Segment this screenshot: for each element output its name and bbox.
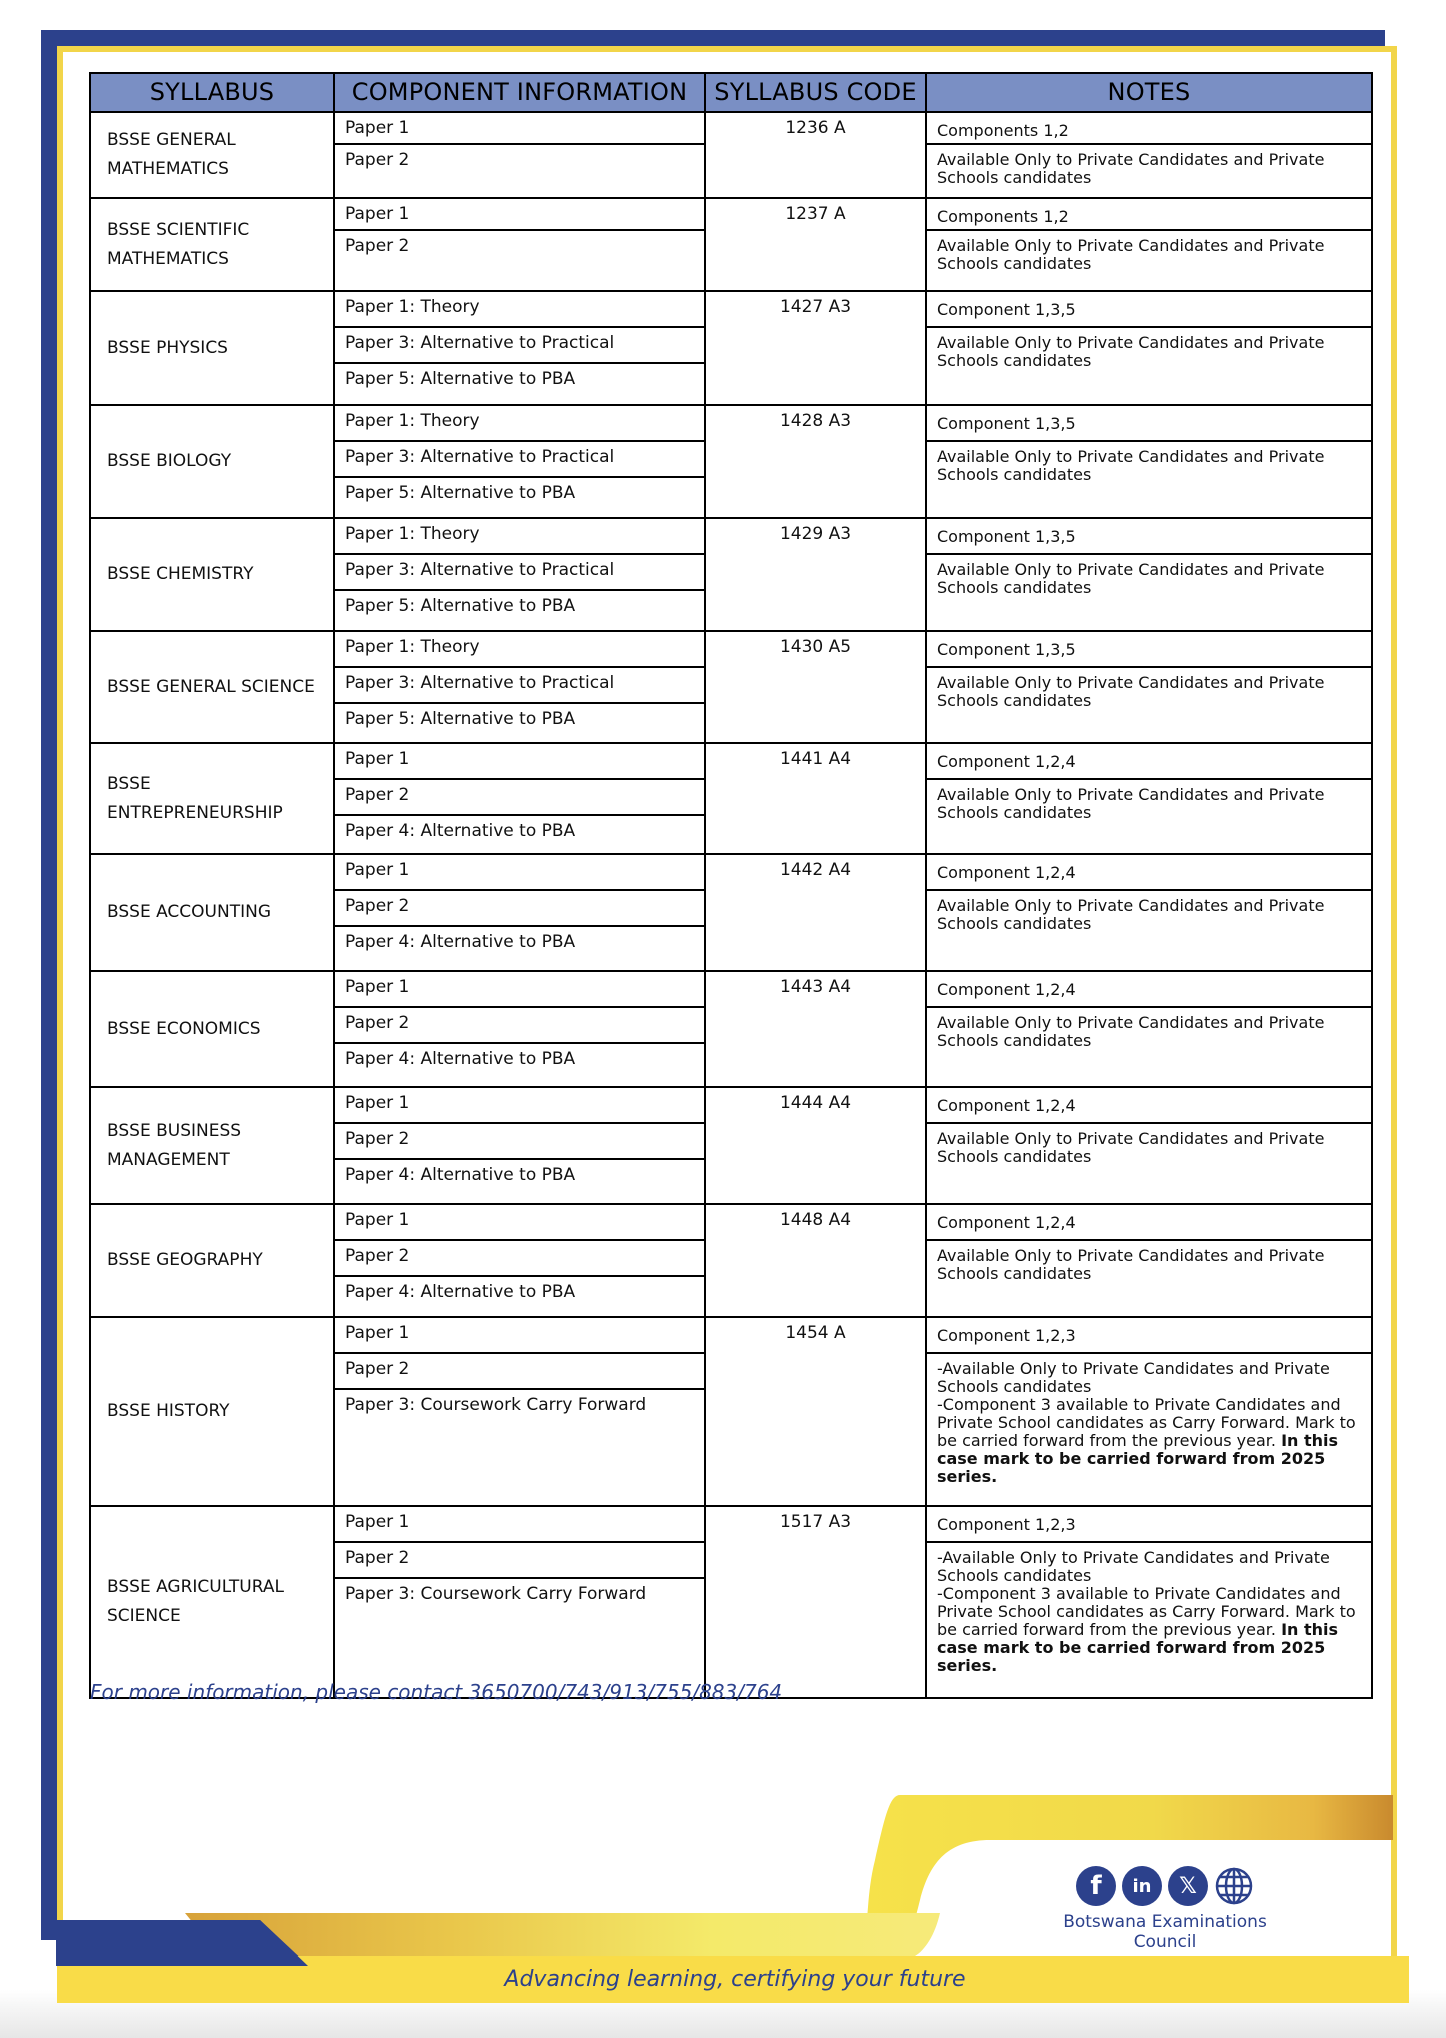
component-item: Paper 2 — [335, 1008, 704, 1044]
x-icon[interactable]: 𝕏 — [1168, 1866, 1208, 1906]
component-item: Paper 3: Alternative to Practical — [335, 668, 704, 704]
note-text: Available Only to Private Candidates and Private Schools candidates — [937, 447, 1325, 484]
syllabus-code: 1429 A3 — [705, 518, 926, 631]
syllabus-name: BSSE ACCOUNTING — [90, 854, 334, 971]
syllabus-name: BSSE GENERAL MATHEMATICS — [90, 112, 334, 198]
note-components: Component 1,2,4 — [927, 1205, 1371, 1241]
component-item: Paper 4: Alternative to PBA — [345, 1282, 576, 1302]
syllabus-name: BSSE GENERAL SCIENCE — [90, 631, 334, 743]
syllabus-name: BSSE PHYSICS — [90, 291, 334, 405]
component-item: Paper 1: Theory — [335, 519, 704, 555]
component-item: Paper 5: Alternative to PBA — [345, 596, 576, 616]
contact-info: For more information, please contact 3650700/743/913/755/883/764 — [90, 1680, 783, 1704]
component-item: Paper 1 — [335, 199, 704, 231]
syllabus-name: BSSE AGRICULTURAL SCIENCE — [90, 1506, 334, 1698]
component-item: Paper 2 — [335, 891, 704, 927]
component-item: Paper 5: Alternative to PBA — [345, 709, 576, 729]
note-text: -Component 3 available to Private Candidates and Private School candidates as Carry Forward. Mark to be carried forward from the previous year. — [937, 1395, 1356, 1450]
note-text: Available Only to Private Candidates and Private Schools candidates — [937, 236, 1325, 273]
syllabus-name: BSSE GEOGRAPHY — [90, 1204, 334, 1317]
note-text: Available Only to Private Candidates and Private Schools candidates — [937, 785, 1325, 822]
component-item: Paper 1 — [335, 744, 704, 780]
component-item: Paper 3: Alternative to Practical — [335, 442, 704, 478]
note-text: Available Only to Private Candidates and Private Schools candidates — [937, 150, 1325, 187]
component-item: Paper 1: Theory — [335, 632, 704, 668]
component-item: Paper 2 — [335, 1354, 704, 1390]
syllabus-name: BSSE CHEMISTRY — [90, 518, 334, 631]
note-components: Component 1,2,4 — [927, 744, 1371, 780]
syllabus-code: 1428 A3 — [705, 405, 926, 518]
note-components: Component 1,2,4 — [927, 1088, 1371, 1124]
component-item: Paper 3: Coursework Carry Forward — [345, 1395, 647, 1415]
component-item: Paper 2 — [335, 1124, 704, 1160]
note-text: Available Only to Private Candidates and Private Schools candidates — [937, 896, 1325, 933]
component-item: Paper 2 — [335, 780, 704, 816]
note-components: Component 1,3,5 — [927, 632, 1371, 668]
note-text: -Available Only to Private Candidates and Private Schools candidates — [937, 1548, 1330, 1585]
tagline: Advancing learning, certifying your future — [504, 1967, 966, 1992]
note-text: Available Only to Private Candidates and Private Schools candidates — [937, 1013, 1325, 1050]
note-components: Component 1,2,4 — [927, 972, 1371, 1008]
component-item: Paper 5: Alternative to PBA — [345, 483, 576, 503]
facebook-icon[interactable]: f — [1076, 1866, 1116, 1906]
note-components: Components 1,2 — [927, 113, 1371, 145]
syllabus-code: 1430 A5 — [705, 631, 926, 743]
note-text: -Component 3 available to Private Candidates and Private School candidates as Carry Forward. Mark to be carried forward from the previous year. — [937, 1584, 1356, 1639]
component-item: Paper 2 — [335, 1241, 704, 1277]
syllabus-code: 1517 A3 — [705, 1506, 926, 1698]
component-item: Paper 3: Coursework Carry Forward — [345, 1584, 647, 1604]
component-item: Paper 3: Alternative to Practical — [335, 328, 704, 364]
note-components: Component 1,3,5 — [927, 406, 1371, 442]
syllabus-code: 1442 A4 — [705, 854, 926, 971]
component-item: Paper 4: Alternative to PBA — [345, 821, 576, 841]
header-syllabus: SYLLABUS — [90, 73, 334, 112]
component-item: Paper 2 — [335, 1543, 704, 1579]
note-text: Available Only to Private Candidates and Private Schools candidates — [937, 673, 1325, 710]
header-component-information: COMPONENT INFORMATION — [334, 73, 705, 112]
syllabus-name: BSSE BIOLOGY — [90, 405, 334, 518]
component-item: Paper 1 — [335, 1205, 704, 1241]
note-components: Component 1,2,3 — [927, 1507, 1371, 1543]
component-item: Paper 1: Theory — [335, 406, 704, 442]
syllabus-code: 1237 A — [705, 198, 926, 291]
component-item: Paper 5: Alternative to PBA — [345, 369, 576, 389]
syllabus-name: BSSE ECONOMICS — [90, 971, 334, 1087]
note-text: Available Only to Private Candidates and Private Schools candidates — [937, 1246, 1325, 1283]
component-item: Paper 1 — [335, 972, 704, 1008]
component-item: Paper 2 — [345, 150, 410, 170]
component-item: Paper 4: Alternative to PBA — [345, 932, 576, 952]
note-components: Component 1,2,4 — [927, 855, 1371, 891]
syllabus-name: BSSE ENTREPRENEURSHIP — [90, 743, 334, 854]
note-text: -Available Only to Private Candidates and Private Schools candidates — [937, 1359, 1330, 1396]
note-carry-forward-year: In this case mark to be carried forward from 2025 series. — [937, 1620, 1339, 1675]
component-item: Paper 1 — [335, 1507, 704, 1543]
brand-block — [1030, 1866, 1300, 1952]
globe-icon[interactable] — [1214, 1866, 1254, 1906]
note-text: Available Only to Private Candidates and Private Schools candidates — [937, 333, 1325, 370]
syllabus-code: 1443 A4 — [705, 971, 926, 1087]
linkedin-icon[interactable]: in — [1122, 1866, 1162, 1906]
organization-name: Botswana Examinations Council — [1063, 1912, 1267, 1952]
component-item: Paper 4: Alternative to PBA — [345, 1165, 576, 1185]
syllabus-code: 1236 A — [705, 112, 926, 198]
note-components: Components 1,2 — [927, 199, 1371, 231]
social-icons — [1030, 1866, 1300, 1906]
component-item: Paper 1 — [335, 1318, 704, 1354]
syllabus-name: BSSE HISTORY — [90, 1317, 334, 1506]
syllabus-code: 1444 A4 — [705, 1087, 926, 1204]
component-item: Paper 1: Theory — [335, 292, 704, 328]
component-item: Paper 3: Alternative to Practical — [335, 555, 704, 591]
syllabus-code: 1454 A — [705, 1317, 926, 1506]
header-syllabus-code: SYLLABUS CODE — [705, 73, 926, 112]
syllabus-code: 1427 A3 — [705, 291, 926, 405]
note-carry-forward-year: In this case mark to be carried forward from 2025 series. — [937, 1431, 1339, 1486]
component-item: Paper 1 — [335, 855, 704, 891]
component-item: Paper 1 — [335, 113, 704, 145]
note-text: Available Only to Private Candidates and Private Schools candidates — [937, 1129, 1325, 1166]
component-item: Paper 4: Alternative to PBA — [345, 1049, 576, 1069]
header-notes: NOTES — [926, 73, 1372, 112]
component-item: Paper 1 — [335, 1088, 704, 1124]
note-text: Available Only to Private Candidates and Private Schools candidates — [937, 560, 1325, 597]
syllabus-code: 1448 A4 — [705, 1204, 926, 1317]
component-item: Paper 2 — [345, 236, 410, 256]
note-components: Component 1,3,5 — [927, 292, 1371, 328]
syllabus-name: BSSE BUSINESS MANAGEMENT — [90, 1087, 334, 1204]
syllabus-code: 1441 A4 — [705, 743, 926, 854]
syllabus-name: BSSE SCIENTIFIC MATHEMATICS — [90, 198, 334, 291]
note-components: Component 1,3,5 — [927, 519, 1371, 555]
note-components: Component 1,2,3 — [927, 1318, 1371, 1354]
